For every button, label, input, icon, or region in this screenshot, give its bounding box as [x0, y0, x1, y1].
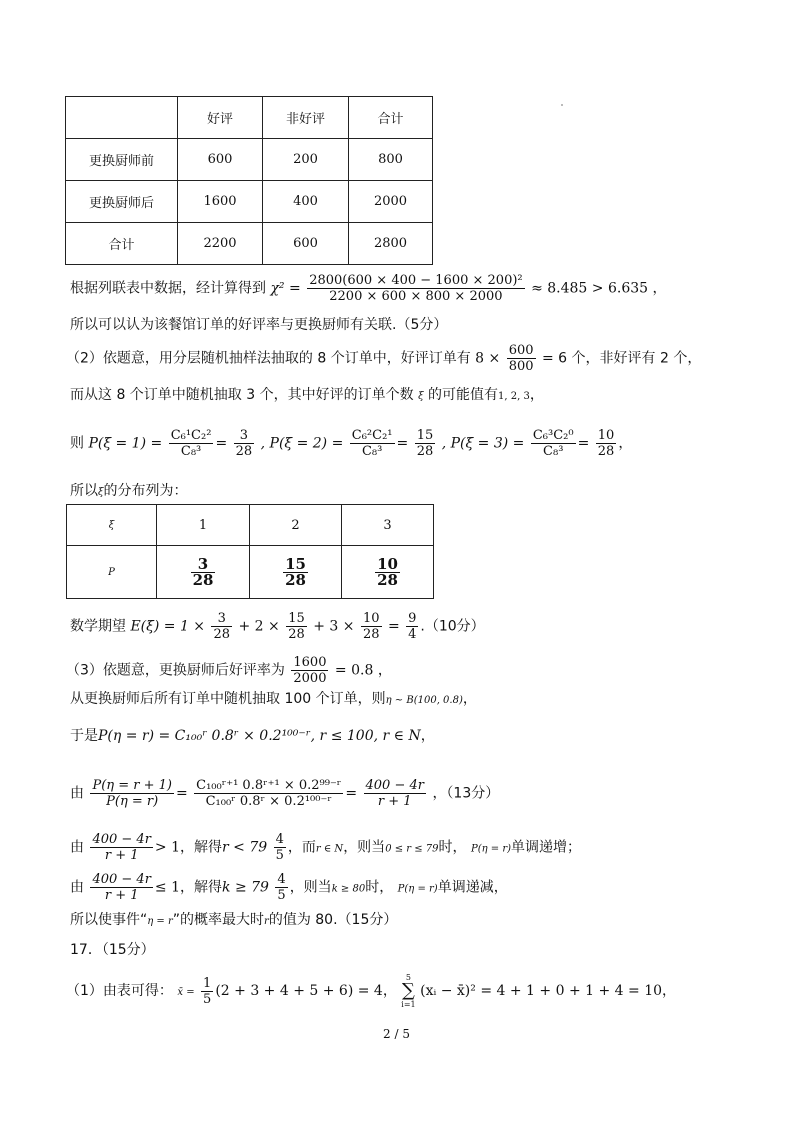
denominator: 28: [288, 627, 305, 642]
table-row: [67, 546, 434, 599]
expectation-line: [70, 611, 485, 642]
text: 由: [70, 785, 84, 802]
text: 时，: [365, 879, 394, 896]
table-cell: [250, 546, 342, 599]
text: 由: [70, 839, 84, 856]
table-header-cell: 好评: [178, 97, 263, 139]
chi-square-line: [70, 273, 667, 304]
numerator: C₁₀₀ʳ⁺¹ 0.8ʳ⁺¹ × 0.2⁹⁹⁻ʳ: [196, 778, 342, 793]
numerator: 4: [275, 832, 284, 847]
math: η ~ B(100, 0.8): [385, 695, 463, 706]
numerator: 2800(600 × 400 − 1600 × 200)²: [309, 273, 523, 288]
conclusion-1: 所以可以认为该餐馆订单的好评率与更换厨师有关联.（5分）: [70, 317, 448, 333]
fraction: [350, 428, 395, 459]
table-row: [66, 223, 433, 265]
fraction: [507, 343, 536, 374]
part3-line3: [70, 727, 435, 745]
denominator: C₁₀₀ʳ 0.8ʳ × 0.2¹⁰⁰⁻ʳ: [205, 794, 332, 809]
fraction: [291, 655, 328, 686]
math: k ≥ 79: [222, 879, 269, 896]
probabilities-line: 则 P(ξ = 1) = $\frac{\text{C₆¹C₂²}}{\text{C₈³}}$ = $\frac{3}{28}$ , P(ξ = 2) = $\frac{\text{C₆²C₂¹}}{\text{C₈³}}$ = $\frac{15}{28}$ , P(ξ = 3) = $\frac{\text{C₆³C₂⁰}}{\text{C₈³}}$ = $\frac{10}{28}$ ，: [70, 428, 633, 459]
math: χ² =: [270, 280, 301, 297]
text: 从更换厨师后所有订单中随机抽取 100 个订单，则: [70, 691, 386, 707]
fraction: [234, 428, 255, 459]
table-row: [66, 139, 433, 181]
math: , P(ξ = 3) =: [441, 435, 525, 452]
part2-line1: [66, 343, 701, 374]
denominator: 28: [377, 570, 398, 589]
denominator: C₈³: [543, 444, 564, 459]
table-cell: 2200: [178, 223, 263, 265]
denominator: 4: [408, 627, 417, 642]
text: ，解得: [180, 839, 223, 856]
denominator: r + 1: [104, 888, 139, 903]
math: P(η = r): [397, 883, 438, 895]
fraction: [307, 273, 524, 304]
math: (2 + 3 + 4 + 5 + 6) = 4: [215, 983, 383, 999]
table-cell: P: [67, 546, 157, 599]
text: 的值为 80.（15分）: [268, 912, 398, 928]
fraction: [361, 611, 382, 642]
math: r ∈ N: [315, 843, 344, 855]
numerator: P(η = r + 1): [92, 778, 172, 793]
text: （2）依题意，用分层随机抽样法抽取的 8 个订单中，好评订单有: [66, 350, 471, 367]
numerator: 15: [285, 554, 306, 573]
fraction: [364, 778, 426, 809]
question-17-part1: [66, 973, 676, 1009]
text: 数学期望: [70, 618, 126, 635]
text: 所以: [70, 483, 98, 499]
text: ，: [618, 435, 633, 452]
fraction: [90, 778, 173, 809]
sigma-icon: ∑: [402, 980, 415, 1001]
fraction: [201, 976, 213, 1007]
table-row: [66, 181, 433, 223]
denominator: 5: [275, 848, 284, 863]
math: E(ξ) = 1 ×: [130, 618, 206, 635]
table-cell: 3: [342, 505, 434, 546]
summation: [401, 973, 415, 1009]
table-cell: 更换厨师前: [66, 139, 178, 181]
table-cell: 2: [250, 505, 342, 546]
text: 的可能值有: [428, 387, 499, 403]
denominator: r + 1: [377, 794, 412, 809]
speck-mark: [561, 104, 563, 106]
distribution-table: [66, 504, 434, 599]
text: ，而: [287, 839, 316, 856]
math: P(η = r) = C₁₀₀ʳ 0.8ʳ × 0.2¹⁰⁰⁻ʳ, r ≤ 100, r ∈ N: [98, 728, 421, 744]
denominator: 2200 × 600 × 800 × 2000: [329, 289, 503, 304]
math: 8 ×: [475, 350, 501, 367]
table-cell: 1: [157, 505, 250, 546]
table-cell: 200: [263, 139, 349, 181]
math: = 0.8 ，: [334, 662, 392, 679]
denominator: 28: [192, 570, 214, 589]
text: 的分布列为：: [103, 483, 188, 499]
table-cell: 1600: [178, 181, 263, 223]
math: ξ: [98, 487, 104, 498]
fraction: [275, 872, 287, 903]
denominator: C₈³: [361, 444, 383, 459]
denominator: 2000: [293, 671, 327, 686]
increasing-line: [70, 832, 581, 863]
fraction: [375, 554, 400, 589]
numerator: 400 − 4r: [92, 872, 151, 887]
math: r: [264, 916, 269, 927]
sigma-upper: 5: [405, 973, 412, 982]
part2-line2: [70, 386, 544, 406]
numerator: 10: [597, 428, 615, 443]
final-line: [70, 911, 397, 931]
numerator: 1: [203, 975, 212, 991]
fraction: [415, 428, 436, 459]
table-cell: ξ: [67, 505, 157, 546]
denominator: 28: [285, 570, 306, 589]
text: 所以使事件“: [70, 912, 148, 928]
fraction: [286, 611, 307, 642]
text: ”的概率最大时: [172, 912, 265, 928]
text: ，: [420, 728, 435, 744]
numerator: 10: [362, 611, 380, 626]
fraction: [191, 554, 216, 589]
text: ，: [529, 387, 544, 403]
text: 于是: [70, 728, 98, 744]
numerator: 15: [288, 611, 305, 626]
math: (xᵢ − x̄)² = 4 + 1 + 0 + 1 + 4 = 10: [420, 983, 663, 999]
math: 0 ≤ r ≤ 79: [385, 843, 439, 855]
text: 单调递减，: [437, 879, 508, 896]
math: k ≥ 80: [331, 883, 366, 895]
math: + 2 ×: [238, 618, 280, 635]
denominator: 5: [203, 991, 212, 1007]
table-cell: [157, 546, 250, 599]
text: 时，: [438, 839, 467, 856]
text: 由: [70, 879, 84, 896]
math: η = r: [147, 916, 173, 927]
numerator: 15: [416, 428, 434, 443]
numerator: 9: [408, 611, 417, 626]
ratio-line: 由 $\frac{P(\eta = r + 1)}{P(\eta = r)}$ = $\frac{\text{C₁₀₀ʳ⁺¹ 0.8ʳ⁺¹ × 0.2⁹⁹⁻ʳ}}{\text{C₁₀₀ʳ 0.8ʳ × 0.2¹⁰⁰⁻ʳ}}$ = $\frac{400 - 4r}{r + 1}$ ，（13分）: [70, 778, 500, 809]
table-cell: 600: [263, 223, 349, 265]
numerator: 3: [211, 611, 232, 627]
text: 单调递增；: [511, 839, 582, 856]
table-header-cell: 合计: [349, 97, 433, 139]
math: , P(ξ = 2) =: [260, 435, 344, 452]
denominator: P(η = r): [106, 794, 159, 809]
table-header-row: [66, 97, 433, 139]
part3-line2: [70, 690, 477, 710]
table-header-cell: [66, 97, 178, 139]
table-cell: 2800: [349, 223, 433, 265]
question-17-heading: 17．（15分）: [70, 942, 155, 958]
page-number: 2 / 5: [383, 1027, 410, 1041]
denominator: 28: [362, 627, 380, 642]
table-cell: 800: [349, 139, 433, 181]
table-header-cell: 非好评: [263, 97, 349, 139]
fraction: [596, 428, 617, 459]
denominator: r + 1: [104, 848, 139, 863]
text: .（10分）: [420, 618, 485, 635]
math: ≤ 1: [154, 879, 181, 896]
fraction: [194, 778, 343, 809]
math: + 3 ×: [313, 618, 355, 635]
math: P(η = r): [470, 843, 512, 855]
numerator: 10: [377, 554, 398, 573]
text: ，（13分）: [432, 785, 500, 802]
numerator: 3: [234, 428, 255, 444]
text: ，: [662, 983, 677, 999]
sigma-lower: i=1: [401, 1000, 416, 1009]
contingency-table: [65, 96, 433, 265]
numerator: C₆³C₂⁰: [532, 428, 574, 443]
text: 而从这 8 个订单中随机抽取 3 个，其中好评的订单个数: [70, 387, 414, 403]
text: ，: [462, 691, 477, 707]
math: x̄ =: [177, 987, 195, 998]
text: 根据列联表中数据，经计算得到: [70, 280, 266, 297]
text: ，则当: [289, 879, 332, 896]
math: ≈ 8.485 > 6.635 ，: [531, 280, 667, 297]
math: r < 79: [222, 839, 268, 856]
math: > 1: [154, 839, 181, 856]
fraction: [406, 611, 418, 642]
numerator: C₆¹C₂²: [170, 428, 212, 443]
numerator: 3: [191, 557, 216, 573]
numerator: 4: [277, 872, 286, 887]
fraction: [211, 611, 232, 642]
math: 1, 2, 3: [498, 391, 530, 402]
math: ξ: [418, 391, 424, 402]
part3-line1: [66, 655, 392, 686]
fraction: [274, 832, 286, 863]
numerator: 400 − 4r: [92, 832, 151, 847]
text: （3）依题意，更换厨师后好评率为: [66, 662, 285, 679]
fraction: [90, 832, 152, 863]
distribution-intro: [70, 482, 188, 502]
text: ，则当: [343, 839, 386, 856]
table-cell: 更换厨师后: [66, 181, 178, 223]
table-cell: 600: [178, 139, 263, 181]
text: = 6 个，非好评有 2 个，: [542, 350, 702, 367]
text: ，: [382, 983, 397, 999]
table-cell: 400: [263, 181, 349, 223]
denominator: 800: [508, 359, 534, 374]
table-cell: 合计: [66, 223, 178, 265]
numerator: C₆²C₂¹: [351, 428, 393, 443]
denominator: 28: [416, 444, 434, 459]
denominator: C₈³: [180, 444, 202, 459]
numerator: 1600: [293, 655, 327, 670]
denominator: 28: [213, 627, 231, 642]
math: P(ξ = 1) =: [88, 435, 163, 452]
denominator: 5: [277, 888, 286, 903]
numerator: 400 − 4r: [365, 778, 424, 793]
fraction: [90, 872, 152, 903]
math: =: [387, 618, 400, 635]
fraction: [169, 428, 214, 459]
fraction: [283, 554, 308, 589]
table-cell: [342, 546, 434, 599]
text: ，解得: [180, 879, 223, 896]
denominator: 28: [597, 444, 615, 459]
decreasing-line: [70, 872, 508, 903]
denominator: 28: [235, 444, 253, 459]
fraction: [531, 428, 576, 459]
table-cell: 2000: [349, 181, 433, 223]
text: 则: [70, 435, 84, 452]
numerator: 600: [508, 343, 534, 358]
table-row: [67, 505, 434, 546]
text: （1）由表可得：: [66, 983, 173, 999]
